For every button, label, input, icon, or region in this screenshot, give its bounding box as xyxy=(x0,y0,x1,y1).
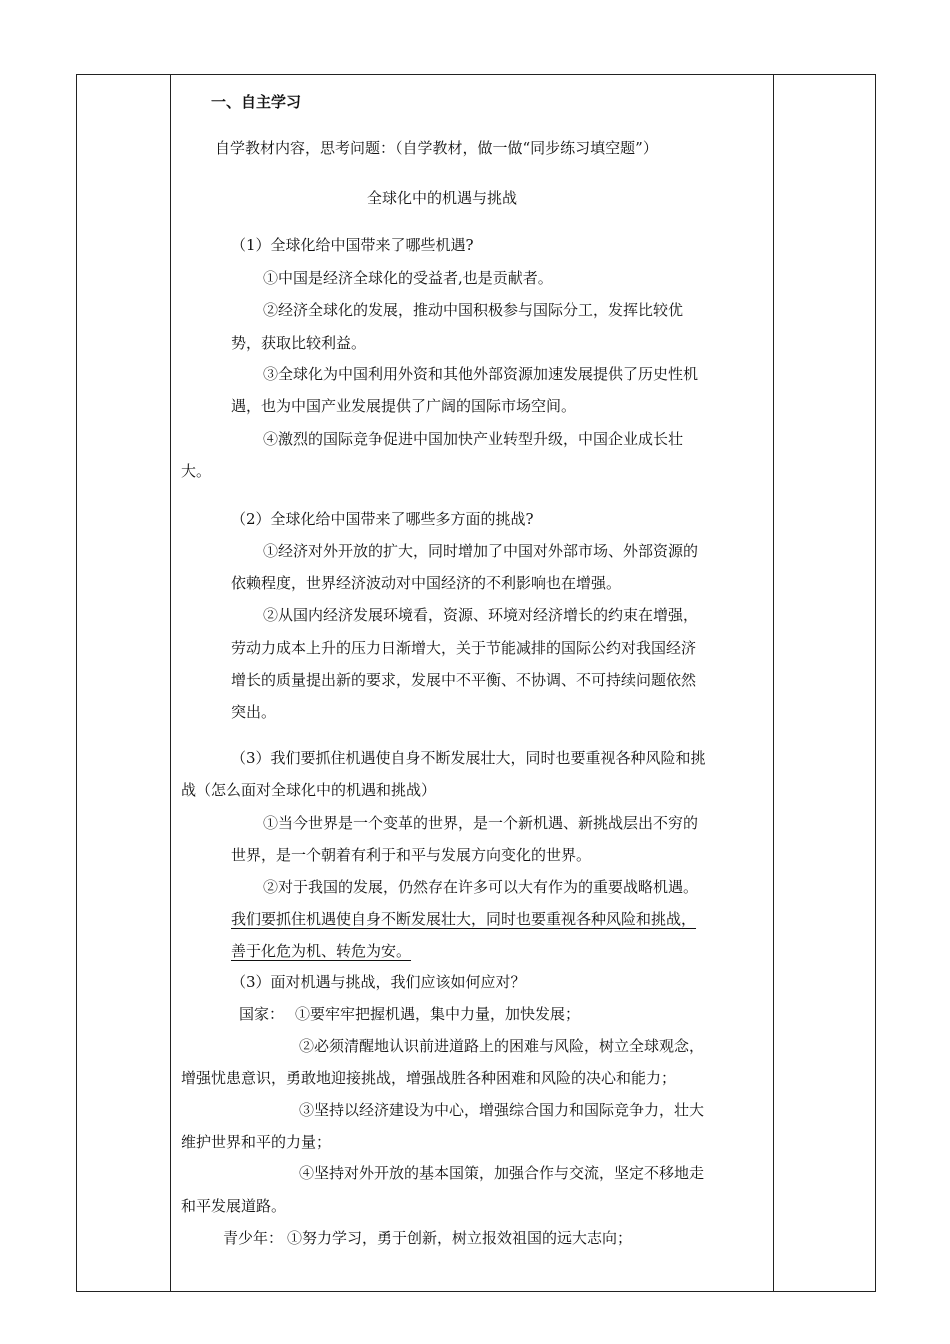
q2-answer-2-cont2: 增长的质量提出新的要求，发展中不平衡、不协调、不可持续问题依然 xyxy=(231,671,697,689)
q1-answer-3: ③全球化为中国利用外资和其他外部资源加速发展提供了历史性机 xyxy=(263,365,699,383)
q3-underlined-line-1: 我们要抓住机遇使自身不断发展壮大，同时也要重视各种风险和挑战， xyxy=(231,910,697,928)
q3-answer-1: ①当今世界是一个变革的世界，是一个新机遇、新挑战层出不穷的 xyxy=(263,814,699,832)
subtitle: 全球化中的机遇与挑战 xyxy=(367,189,518,207)
instruction-text: 自学教材内容，思考问题：（自学教材，做一做“同步练习填空题”） xyxy=(215,139,658,157)
q3-answer-1-cont: 世界，是一个朝着有利于和平与发展方向变化的世界。 xyxy=(231,846,592,864)
q1-answer-3-cont: 遇，也为中国产业发展提供了广阔的国际市场空间。 xyxy=(231,397,577,415)
country-point-4-cont: 和平发展道路。 xyxy=(181,1197,287,1215)
country-point-3-cont: 维护世界和平的力量； xyxy=(181,1133,332,1151)
q4-question: （3）面对机遇与挑战，我们应该如何应对？ xyxy=(231,973,526,991)
q2-answer-2-cont1: 劳动力成本上升的压力日渐增大，关于节能减排的国际公约对我国经济 xyxy=(231,639,697,657)
country-point-1: ①要牢牢把握机遇，集中力量，加快发展； xyxy=(295,1005,581,1023)
country-point-4: ④坚持对外开放的基本国策，加强合作与交流，坚定不移地走 xyxy=(299,1164,705,1182)
q2-answer-1: ①经济对外开放的扩大，同时增加了中国对外部市场、外部资源的 xyxy=(263,542,699,560)
youth-label: 青少年： xyxy=(223,1229,284,1247)
q3-answer-2: ②对于我国的发展，仍然存在许多可以大有作为的重要战略机遇。 xyxy=(263,878,699,896)
q1-answer-2: ②经济全球化的发展，推动中国积极参与国际分工，发挥比较优 xyxy=(263,301,684,319)
q2-answer-2: ②从国内经济发展环境看，资源、环境对经济增长的约束在增强， xyxy=(263,606,699,624)
q2-question: （2）全球化给中国带来了哪些多方面的挑战? xyxy=(231,510,534,528)
q1-answer-4-cont: 大。 xyxy=(181,462,212,480)
country-point-2: ②必须清醒地认识前进道路上的困难与风险，树立全球观念， xyxy=(299,1037,705,1055)
q1-answer-4: ④激烈的国际竞争促进中国加快产业转型升级，中国企业成长壮 xyxy=(263,430,684,448)
lesson-table xyxy=(76,74,876,1292)
country-point-3: ③坚持以经济建设为中心，增强综合国力和国际竞争力，壮大 xyxy=(299,1101,705,1119)
q1-answer-1: ①中国是经济全球化的受益者,也是贡献者。 xyxy=(263,269,553,287)
q2-answer-1-cont: 依赖程度，世界经济波动对中国经济的不利影响也在增强。 xyxy=(231,574,622,592)
section-heading: 一、自主学习 xyxy=(211,93,302,111)
column-divider-left xyxy=(170,75,171,1291)
country-label: 国家： xyxy=(239,1005,285,1023)
q1-question: （1）全球化给中国带来了哪些机遇? xyxy=(231,236,474,254)
q3-question: （3）我们要抓住机遇使自身不断发展壮大，同时也要重视各种风险和挑 xyxy=(231,749,706,767)
q3-underlined-line-2: 善于化危为机、转危为安。 xyxy=(231,942,412,960)
youth-point-1: ①努力学习，勇于创新，树立报效祖国的远大志向； xyxy=(287,1229,633,1247)
country-point-2-cont: 增强忧患意识，勇敢地迎接挑战，增强战胜各种困难和风险的决心和能力； xyxy=(181,1069,677,1087)
column-divider-right xyxy=(773,75,774,1291)
q3-question-cont: 战（怎么面对全球化中的机遇和挑战） xyxy=(181,781,437,799)
q2-answer-2-cont3: 突出。 xyxy=(231,703,277,721)
q1-answer-2-cont: 势，获取比较利益。 xyxy=(231,334,367,352)
